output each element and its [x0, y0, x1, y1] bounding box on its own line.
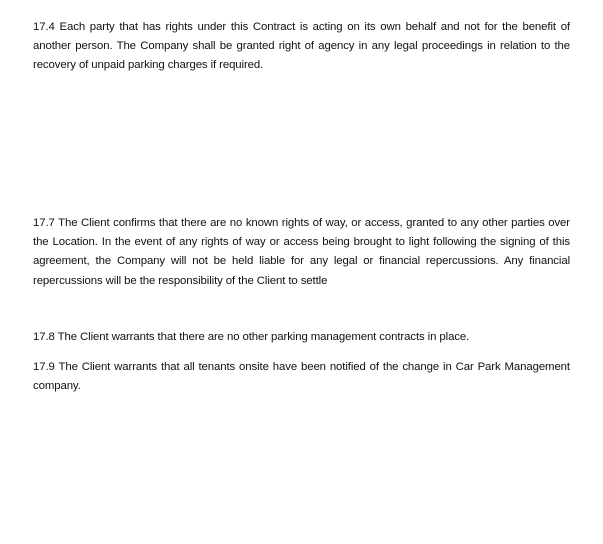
clause-17-7: 17.7 The Client confirms that there are no known rights of way, or access, granted to any other parties over the Location. In the event of any rights of way or access being brought to light following the signing of this agreement, the Company will not be held liable for any legal or financial repercussions. Any financial repercussions will be the responsibility of the Client to settle [33, 217, 570, 287]
clause-17-4: 17.4 Each party that has rights under this Contract is acting on its own behalf and not for the benefit of another person. The Company shall be granted right of agency in any legal proceedings in relation to the recovery of unpaid parking charges if required. [33, 21, 570, 72]
clause-17-9: 17.9 The Client warrants that all tenants onsite have been notified of the change in Car Park Management company. [33, 361, 570, 393]
clause-17-8: 17.8 The Client warrants that there are no other parking management contracts in place. [33, 331, 470, 343]
